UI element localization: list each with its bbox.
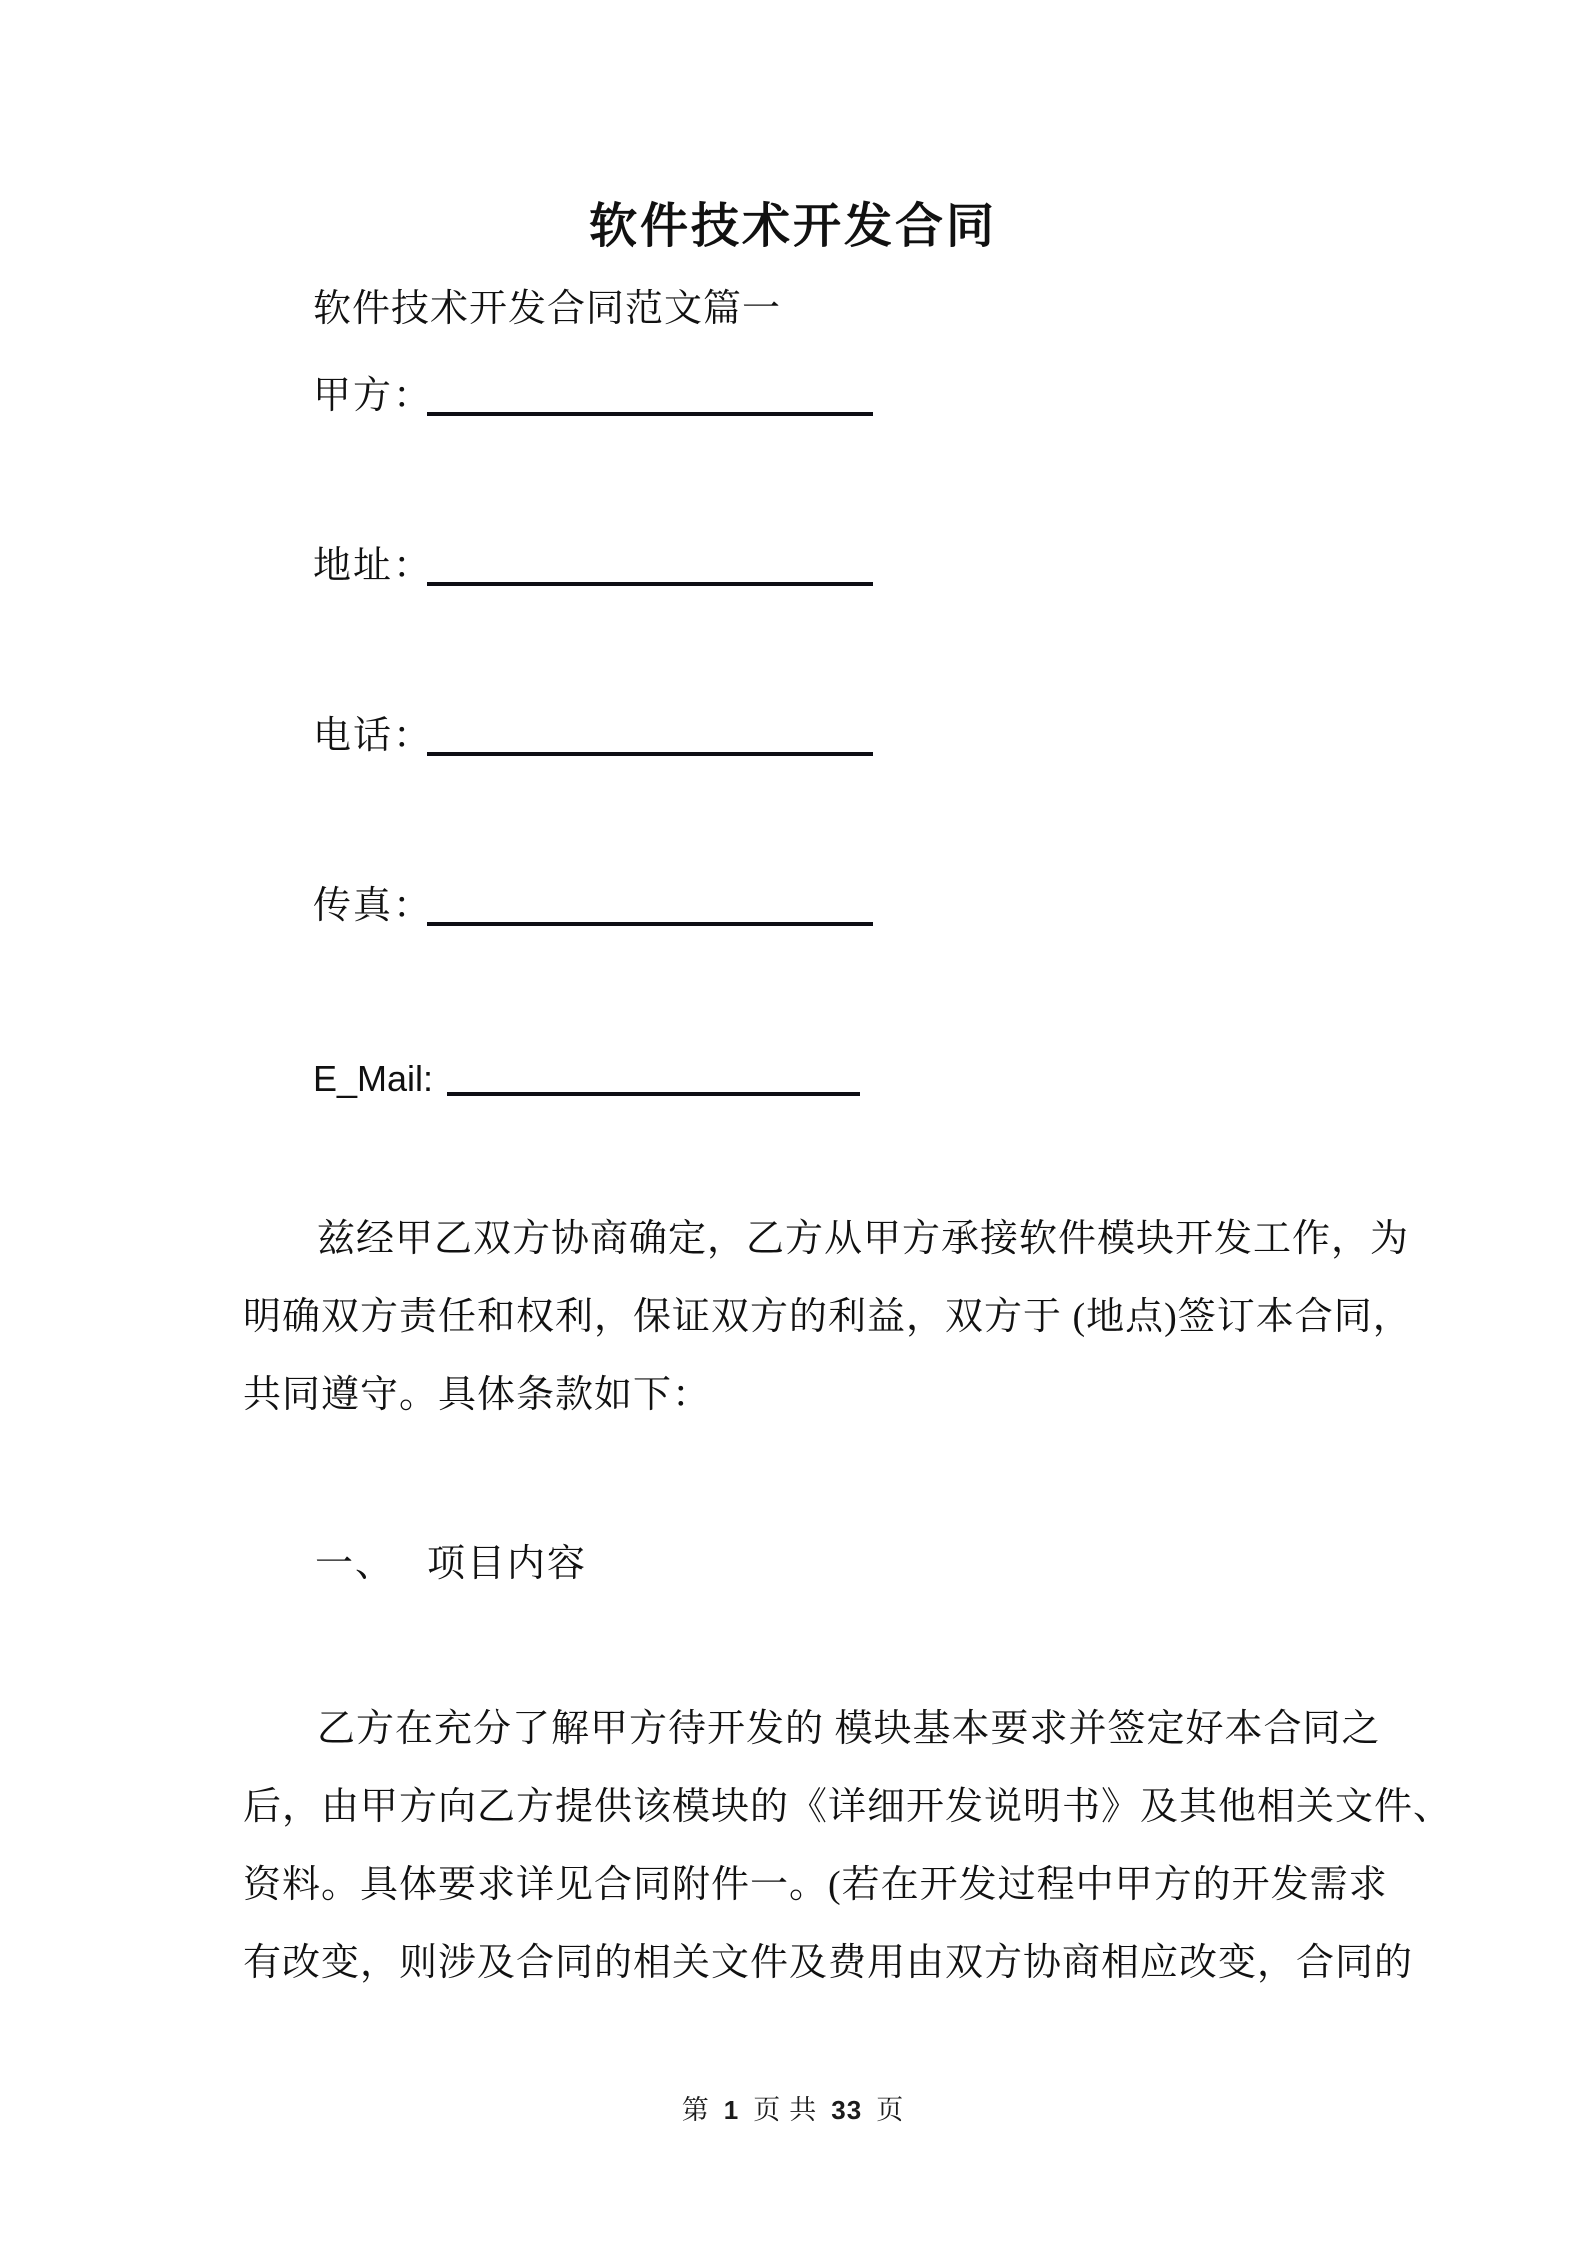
paragraph-line: 后，由甲方向乙方提供该模块的《详细开发说明书》及其他相关文件、	[243, 1786, 1453, 1828]
field-blank-line-email	[447, 1092, 860, 1096]
paragraph-line: 乙方在充分了解甲方待开发的 模块基本要求并签定好本合同之	[317, 1708, 1381, 1750]
footer-text-mid2: 共	[789, 2095, 818, 2125]
page-title: 软件技术开发合同	[588, 200, 997, 253]
paragraph-line: 明确双方责任和权利，保证双方的利益，双方于 (地点)签订本合同，	[243, 1296, 1412, 1338]
footer-page-number: 1	[723, 2095, 740, 2125]
field-label-address: 地址：	[313, 545, 434, 587]
footer-text-mid1: 页	[753, 2095, 782, 2125]
field-blank-line-address	[427, 582, 873, 586]
section-number: 一、	[315, 1543, 396, 1585]
paragraph-line: 资料。具体要求详见合同附件一。(若在开发过程中甲方的开发需求	[243, 1864, 1388, 1906]
field-blank-line-fax	[427, 922, 873, 926]
paragraph-line: 共同遵守。具体条款如下：	[243, 1374, 712, 1416]
field-blank-line-phone	[427, 752, 873, 756]
field-label-email: E_Mail:	[313, 1058, 434, 1099]
field-label-fax: 传真：	[313, 885, 434, 927]
paragraph-line: 有改变，则涉及合同的相关文件及费用由双方协商相应改变，合同的	[243, 1942, 1414, 1984]
footer-total-pages: 33	[831, 2095, 863, 2125]
paragraph-line: 兹经甲乙双方协商确定，乙方从甲方承接软件模块开发工作，为	[317, 1218, 1410, 1260]
field-label-phone: 电话：	[313, 715, 434, 757]
field-blank-line-party-a	[427, 412, 873, 416]
section-heading	[315, 1542, 587, 1588]
section-title: 项目内容	[427, 1543, 588, 1585]
page-footer	[0, 2088, 1586, 2127]
footer-text-prefix: 第	[681, 2095, 710, 2125]
footer-text-suffix: 页	[876, 2095, 905, 2125]
document-subtitle: 软件技术开发合同范文篇一	[313, 288, 782, 330]
field-label-party-a: 甲方：	[313, 375, 434, 417]
